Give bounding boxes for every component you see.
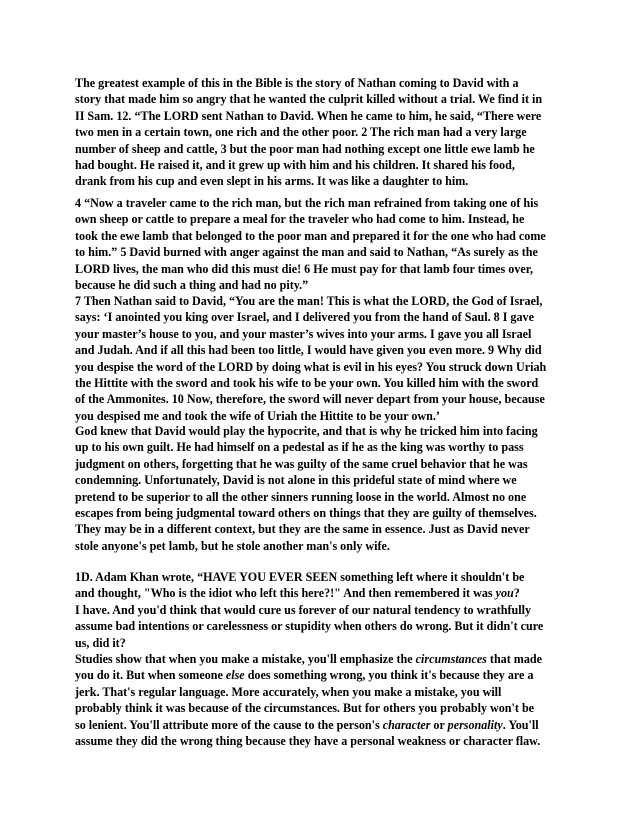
emphasis-text: else [225,668,245,683]
text-line: condemning. Unfortunately, David is not alone in this prideful state of mind where we [75,473,517,488]
text-line: own sheep or cattle to prepare a meal for the traveler who had come to him. Instead, he [75,212,525,227]
text-line: and Judah. And if all this had been too little, I would have given you even more. 9 Why did [75,343,542,358]
text-line: story that made him so angry that he wanted the culprit killed without a trial. We find it in [75,92,543,107]
text-line: judgment on others, forgetting that he was guilty of the same cruel behavior that he was [75,456,528,471]
text-line: assume they did the wrong thing because they have a personal weakness or character flaw. [75,734,541,749]
text-line: assume bad intentions or carelessness or stupidity when others do wrong. But it didn't cure [75,619,544,634]
text-line: the Hittite with the sword and took his wife to be your own. You killed him with the sword [75,376,539,391]
text-line: II Sam. 12. “The LORD sent Nathan to David. When he came to him, he said, “There were [75,108,542,123]
text-line: number of sheep and cattle, 3 but the poor man had nothing except one little ewe lamb he [75,141,535,156]
text-line: stole anyone's pet lamb, but he stole another man's only wife. [75,538,390,553]
text-run: . You'll [502,717,539,732]
text-line: probably think it was because of the circumstances. But for others you probably won't be [75,701,535,716]
text-line: had bought. He raised it, and it grew up with him and his children. It shared his food, [75,158,515,173]
text-line: up to his own guilt. He had himself on a pedestal as if he as the king was worthy to pass [75,440,524,455]
emphasis-text: character [382,717,431,732]
emphasis-text: you [495,586,514,601]
text-run: Studies show that when you make a mistake, you'll emphasize the [75,652,416,666]
text-run: ? [513,586,520,601]
text-run: does something wrong, you think it's because they are a [244,668,534,683]
text-line: 4 “Now a traveler came to the rich man, but the rich man refrained from taking one of his [75,196,539,210]
emphasis-text: personality [447,717,503,732]
text-line: They may be in a different context, but they are the same in essence. Just as David never [75,522,530,537]
text-line: you despised me and took the wife of Uriah the Hittite to be your own.’ [75,408,440,423]
text-line: escapes from being judgmental toward others on things that they are guilty of themselves. [75,506,537,521]
text-line: drank from his cup and even slept in his arms. It was like a daughter to him. [75,174,469,189]
text-line: I have. And you'd think that would cure us forever of our natural tendency to wrathfully [75,602,532,617]
text-line: God knew that David would play the hypocrite, and that is why he tricked him into facing [75,424,538,438]
paragraph-hypocrite [75,423,575,554]
emphasis-text: circumstances [415,652,487,666]
text-line: of the Ammonites. 10 Now, therefore, the sword will never depart from your house, because [75,392,545,407]
paragraph-traveler [75,195,575,293]
text-line [75,717,575,733]
text-line: you despise the word of the LORD by doing what is evil in his eyes? You struck down Uriah [75,359,547,374]
text-line [75,667,575,683]
text-line: pretend to be superior to all the other sinners running loose in the world. Almost no one [75,489,527,504]
text-line: 7 Then Nathan said to David, “You are the man! This is what the LORD, the God of Israel, [75,294,543,308]
text-line: The greatest example of this in the Bible is the story of Nathan coming to David with a [75,76,519,90]
text-run: you do it. But when someone [75,668,226,683]
paragraph-studies [75,651,575,749]
paragraph-you-are-the-man [75,293,575,424]
text-run: and thought, "Who is the idiot who left this here?!" And then remembered it was [75,586,496,601]
text-line: took the ewe lamb that belonged to the poor man and prepared it for the one who had come [75,228,546,243]
paragraph-adam-khan-quote [75,569,575,651]
text-line: two men in a certain town, one rich and the other poor. 2 The rich man had a very large [75,125,527,140]
text-line: us, did it? [75,635,126,650]
text-line: jerk. That's regular language. More accurately, when you make a mistake, you will [75,684,502,699]
text-run: or [430,717,448,732]
text-run: that made [486,652,542,666]
text-run: so lenient. You'll attribute more of the cause to the person's [75,717,383,732]
paragraph-nathan-story [75,75,575,190]
text-line: LORD lives, the man who did this must die! 6 He must pay for that lamb four times over, [75,261,534,276]
text-line [75,651,575,667]
text-line: your master’s house to you, and your master’s wives into your arms. I gave you all Israel [75,326,532,341]
text-line: says: ‘I anointed you king over Israel, and I delivered you from the hand of Saul. 8 I gave [75,310,534,325]
text-line: because he did such a thing and had no pity.” [75,278,309,293]
text-line [75,585,575,601]
text-line: 1D. Adam Khan wrote, “HAVE YOU EVER SEEN something left where it shouldn't be [75,570,525,584]
text-line: to him.” 5 David burned with anger against the man and said to Nathan, “As surely as the [75,245,538,260]
